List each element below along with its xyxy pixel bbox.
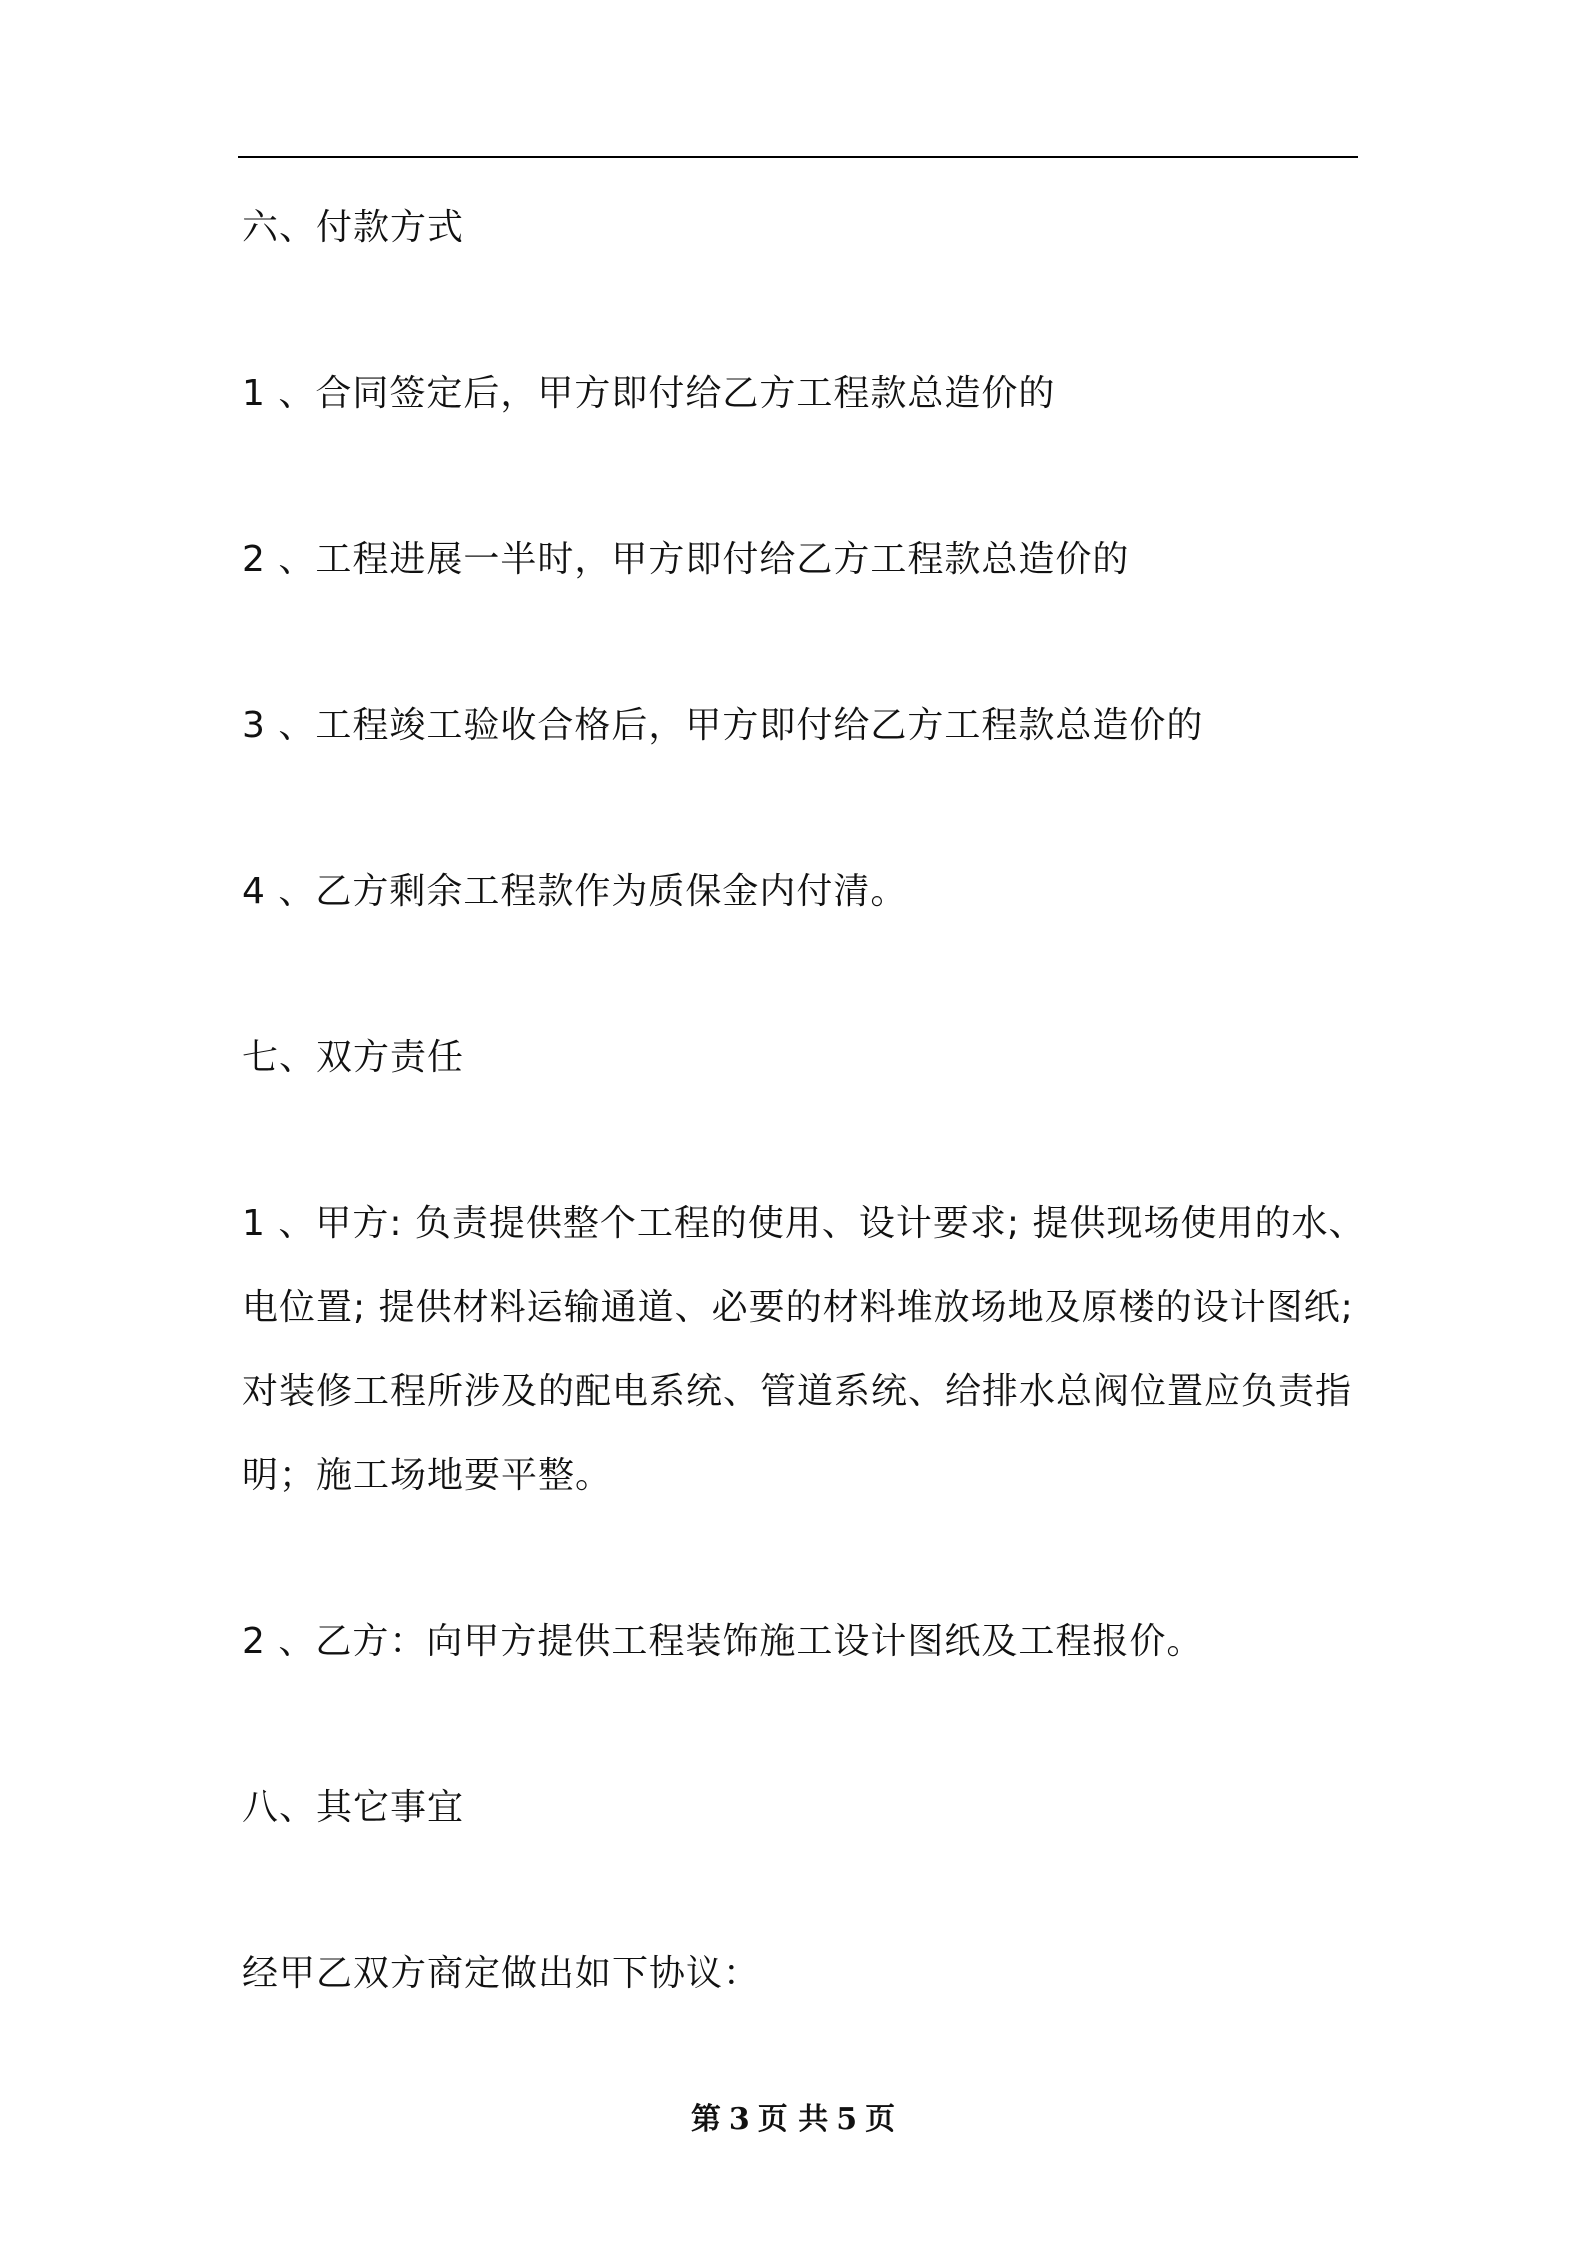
responsibility-party-a-line-2: 电位置; 提供材料运输通道、必要的材料堆放场地及原楼的设计图纸; bbox=[242, 1287, 1354, 1328]
section-heading-payment: 六、付款方式 bbox=[242, 207, 465, 248]
responsibility-party-b: 2 、乙方：向甲方提供工程装饰施工设计图纸及工程报价。 bbox=[242, 1621, 1204, 1662]
other-matters-text: 经甲乙双方商定做出如下协议： bbox=[242, 1953, 761, 1994]
payment-item-4: 4 、乙方剩余工程款作为质保金内付清。 bbox=[242, 871, 908, 912]
responsibility-party-a-line-1: 1 、甲方: 负责提供整个工程的使用、设计要求; 提供现场使用的水、 bbox=[242, 1203, 1366, 1244]
responsibility-party-a-line-4: 明；施工场地要平整。 bbox=[242, 1455, 613, 1496]
footer-total-pages: 5 bbox=[836, 2102, 858, 2137]
section-heading-responsibilities: 七、双方责任 bbox=[242, 1037, 465, 1078]
footer-prefix: 第 bbox=[690, 2102, 721, 2137]
footer-suffix: 页 bbox=[865, 2102, 896, 2137]
footer-current-page: 3 bbox=[728, 2102, 750, 2137]
payment-item-3: 3 、工程竣工验收合格后，甲方即付给乙方工程款总造价的 bbox=[242, 705, 1204, 746]
section-heading-other-matters: 八、其它事宜 bbox=[242, 1787, 465, 1828]
responsibility-party-a-line-3: 对装修工程所涉及的配电系统、管道系统、给排水总阀位置应负责指 bbox=[242, 1371, 1353, 1412]
payment-item-1: 1 、合同签定后，甲方即付给乙方工程款总造价的 bbox=[242, 373, 1056, 414]
page-footer bbox=[0, 2100, 1586, 2140]
footer-middle: 页 共 bbox=[757, 2102, 829, 2137]
header-rule bbox=[238, 156, 1358, 158]
payment-item-2: 2 、工程进展一半时，甲方即付给乙方工程款总造价的 bbox=[242, 539, 1130, 580]
